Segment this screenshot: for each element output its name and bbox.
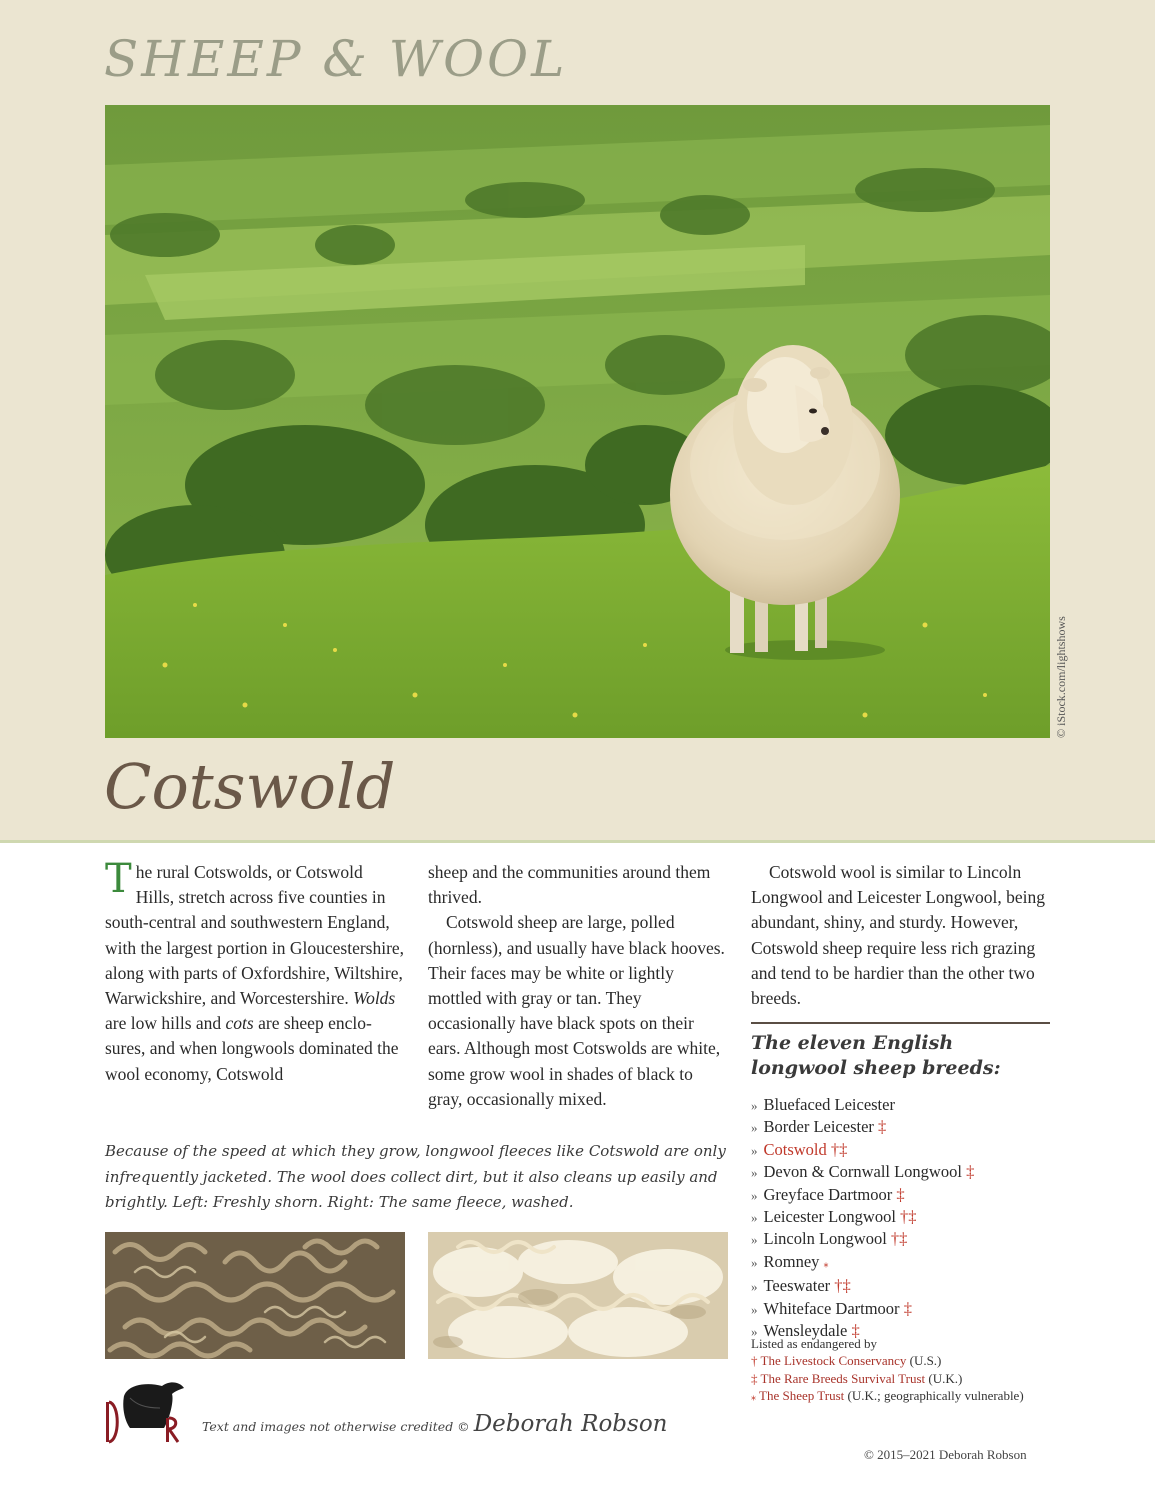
- body-emphasis: cots: [225, 1013, 254, 1034]
- breed-name: Bluefaced Leicester: [763, 1095, 895, 1114]
- hero-photo: [105, 105, 1050, 738]
- breed-name: Romney: [763, 1251, 820, 1271]
- bullet-chevron: »: [751, 1187, 758, 1203]
- legend-item: [751, 1387, 1051, 1406]
- body-text: are low hills and: [105, 1013, 226, 1034]
- breed-name: Wensleydale: [763, 1321, 848, 1341]
- endangered-legend: [751, 1335, 1051, 1407]
- copyright-notice: © 2015–2021 Deborah Robson: [864, 1447, 1027, 1462]
- body-column-1: [105, 856, 405, 1087]
- legend-note: (U.K.; geographically vulnerable): [847, 1388, 1024, 1404]
- legend-symbol: ⁎: [751, 1392, 756, 1404]
- breed-name: Greyface Dartmoor: [763, 1184, 893, 1204]
- legend-symbol: †: [751, 1353, 758, 1369]
- body-column-2: [428, 860, 728, 1112]
- sheep-logo-icon: [104, 1378, 186, 1444]
- breed-name: Border Leicester: [763, 1117, 874, 1137]
- bullet-chevron: »: [751, 1254, 758, 1270]
- list-item: [751, 1275, 1050, 1297]
- breed-list: [751, 1094, 1050, 1342]
- fleece-photo-washed: [428, 1232, 728, 1359]
- list-item: [751, 1139, 1050, 1161]
- endangered-marks: ‡: [903, 1298, 912, 1318]
- header-divider: [0, 840, 1155, 843]
- sidebar-rule: [751, 1022, 1050, 1024]
- body-emphasis: Wolds: [353, 988, 396, 1009]
- hero-photo-illustration: [105, 105, 1050, 738]
- breed-name: Leicester Longwool: [763, 1207, 896, 1227]
- list-item: [751, 1251, 1050, 1275]
- bullet-chevron: »: [751, 1120, 758, 1136]
- body-text: are sheep enclosures, and when longwools dominated the wool economy, Cotswold: [105, 1013, 399, 1084]
- breed-name: Teeswater: [763, 1276, 831, 1296]
- endangered-marks: ‡: [966, 1162, 975, 1182]
- photo-credit: © iStock.com/lightshows: [1054, 616, 1068, 738]
- body-paragraph: Cotswold wool is similar to Lincoln Longwool and Leicester Longwool, being abundant, shiny, and sturdy. However, Cotswold sheep require less rich grazing and tend to be hardier than the other two breeds.: [751, 862, 1046, 1009]
- list-item: [751, 1116, 1050, 1138]
- fleece-shorn-illustration: [105, 1232, 405, 1359]
- list-item: [751, 1094, 1050, 1116]
- body-column-3: [751, 860, 1051, 1011]
- author-logo: [104, 1378, 186, 1444]
- endangered-marks: †‡: [830, 1139, 848, 1159]
- fleece-photo-shorn: [105, 1232, 405, 1359]
- bullet-chevron: »: [751, 1279, 758, 1295]
- series-title: SHEEP & WOOL: [104, 30, 568, 88]
- bullet-chevron: »: [751, 1165, 758, 1181]
- fleece-washed-illustration: [428, 1232, 728, 1359]
- author-name: Deborah Robson: [473, 1411, 668, 1437]
- credit-text: Text and images not otherwise credited ©: [202, 1419, 470, 1434]
- bullet-chevron: »: [751, 1301, 758, 1317]
- list-item: [751, 1184, 1050, 1206]
- endangered-marks: †‡: [834, 1276, 851, 1296]
- author-credit: [202, 1411, 668, 1437]
- bullet-chevron: »: [751, 1142, 758, 1158]
- fleece-caption: Because of the speed at which they grow, longwool fleeces like Cotswold are only infrequently jacketed. The wool does collect dirt, but it also cleans up easily and brightly. Left: Freshly shorn. Right: The same fleece, washed.: [105, 1142, 726, 1211]
- list-item: [751, 1298, 1050, 1320]
- endangered-marks: ‡: [878, 1117, 887, 1137]
- endangered-marks: ‡: [896, 1184, 905, 1204]
- breed-title: Cotswold: [104, 750, 396, 823]
- body-paragraph: sheep and the communities around them thrived.: [428, 862, 711, 908]
- legend-intro: Listed as endangered by: [751, 1336, 877, 1351]
- breed-name: Whiteface Dartmoor: [763, 1298, 900, 1318]
- endangered-marks: †‡: [900, 1207, 917, 1227]
- bullet-chevron: »: [751, 1232, 758, 1248]
- bullet-chevron: »: [751, 1210, 758, 1226]
- bullet-chevron: »: [751, 1324, 758, 1340]
- legend-org: The Sheep Trust: [759, 1388, 845, 1404]
- breed-name-current: Cotswold: [763, 1139, 827, 1159]
- legend-note: (U.K.): [928, 1370, 963, 1386]
- list-item: [751, 1161, 1050, 1183]
- legend-org: The Livestock Conservancy: [760, 1353, 907, 1369]
- endangered-marks: †‡: [890, 1229, 908, 1249]
- bullet-chevron: »: [751, 1098, 758, 1113]
- list-item: [751, 1228, 1050, 1250]
- legend-org: The Rare Breeds Survival Trust: [760, 1370, 926, 1386]
- sidebar-title: The eleven English longwool sheep breeds:: [751, 1032, 1001, 1079]
- legend-item: [751, 1352, 1051, 1369]
- list-item: [751, 1206, 1050, 1228]
- body-text: he rural Cotswolds, or Cotswold Hills, stretch across five counties in south-central and southwestern England, with the largest portion in Gloucestershire, along with parts of Oxfordshire, Wiltshire, Warwickshire, and Worcestershire.: [105, 862, 405, 1009]
- body-paragraph: Cotswold sheep are large, polled (hornless), and usually have black hooves. Their faces may be white or lightly mottled with gray or tan. They occasionally have black spots on their ears. Although most Cotswolds are white, some grow wool in shades of black to gray, occasionally mixed.: [428, 912, 725, 1109]
- body-paragraph: [105, 856, 405, 1087]
- legend-symbol: ‡: [751, 1370, 758, 1386]
- legend-item: [751, 1370, 1051, 1387]
- breed-name: Lincoln Longwool: [763, 1229, 887, 1249]
- drop-cap: T: [105, 856, 132, 902]
- endangered-marks: ‡: [851, 1321, 860, 1341]
- legend-note: (U.S.): [909, 1353, 942, 1369]
- breed-name: Devon & Cornwall Longwool: [763, 1162, 962, 1182]
- endangered-marks: ⁎: [823, 1258, 829, 1270]
